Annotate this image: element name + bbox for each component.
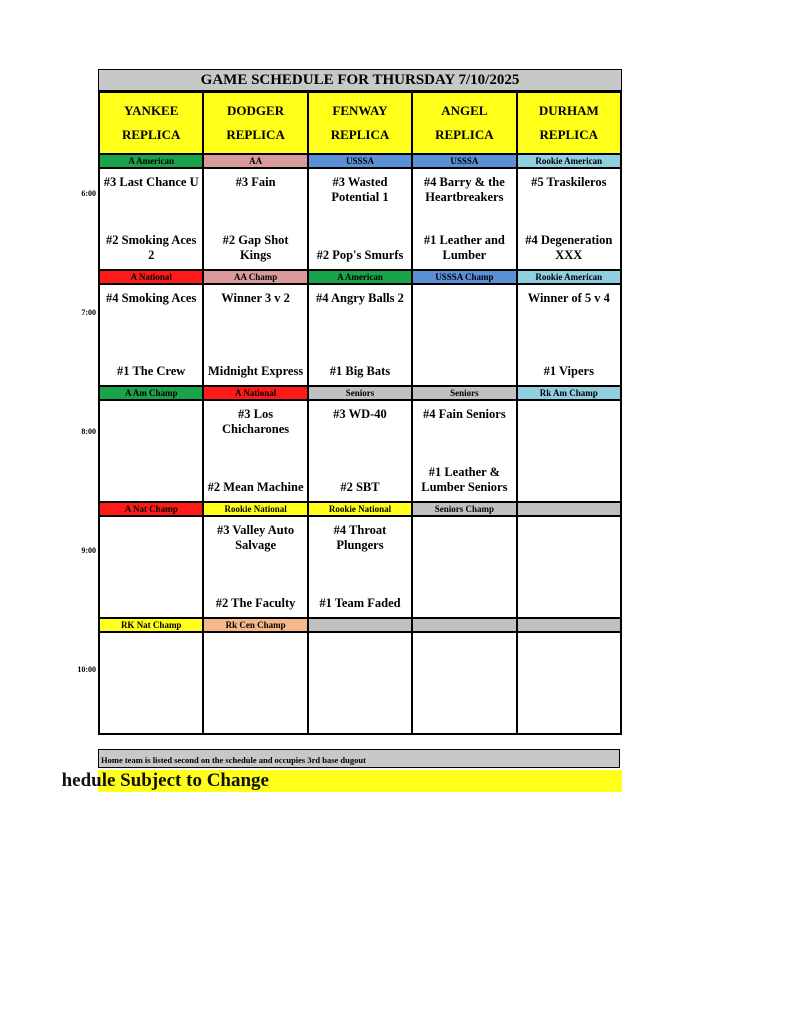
game-cell [203, 168, 307, 270]
away-team [518, 401, 620, 451]
away-team [309, 633, 411, 683]
home-team: #1 Big Bats [329, 364, 391, 378]
game-cell [99, 400, 203, 502]
home-team: #2 Smoking Aces 2 [106, 233, 197, 262]
field-name: ANGEL [441, 103, 488, 118]
game-row [99, 516, 621, 618]
home-team: #2 Mean Machine [207, 480, 304, 494]
home-team: #1 Leather & Lumber Seniors [421, 465, 508, 494]
field-name: DODGER [227, 103, 285, 118]
division-label: AA [203, 154, 307, 168]
home-team [518, 683, 620, 733]
home-team [309, 683, 411, 733]
division-label [308, 618, 412, 632]
home-team: #2 Pop's Smurfs [316, 248, 404, 262]
page-title: GAME SCHEDULE FOR THURSDAY 7/10/2025 [98, 69, 622, 91]
time-label: 9:00 [81, 546, 96, 555]
away-team: Winner 3 v 2 [221, 291, 290, 305]
field-name: YANKEE [123, 103, 179, 118]
schedule-grid [98, 91, 622, 735]
division-row [99, 154, 621, 168]
away-team: Winner of 5 v 4 [527, 291, 610, 305]
game-cell [517, 400, 621, 502]
game-cell [308, 284, 412, 386]
game-row [99, 632, 621, 734]
game-cell [203, 284, 307, 386]
division-label: RK Nat Champ [99, 618, 203, 632]
field-subtitle: REPLICA [435, 127, 494, 142]
field-header [203, 92, 307, 154]
game-cell [412, 284, 516, 386]
game-cell [412, 168, 516, 270]
away-team [100, 401, 202, 451]
division-label [517, 618, 621, 632]
division-label: Rookie American [517, 270, 621, 284]
home-team [413, 567, 515, 617]
home-team: #2 Gap Shot Kings [222, 233, 289, 262]
away-team: #4 Barry & the Heartbreakers [423, 175, 505, 204]
division-label: A American [308, 270, 412, 284]
division-label: Seniors [308, 386, 412, 400]
home-team [204, 683, 306, 733]
home-team [413, 683, 515, 733]
away-team [204, 633, 306, 683]
game-cell [99, 632, 203, 734]
division-label: USSSA Champ [412, 270, 516, 284]
time-label: 7:00 [81, 308, 96, 317]
game-cell [99, 168, 203, 270]
game-cell [99, 516, 203, 618]
away-team: #3 WD-40 [333, 407, 387, 421]
away-team: #4 Smoking Aces [106, 291, 197, 305]
away-team: #4 Angry Balls 2 [316, 291, 404, 305]
home-team: #1 Leather and Lumber [423, 233, 505, 262]
field-header [517, 92, 621, 154]
away-team: #3 Last Chance U [103, 175, 199, 189]
game-row [99, 168, 621, 270]
game-cell [308, 400, 412, 502]
time-label: 6:00 [81, 189, 96, 198]
field-header [412, 92, 516, 154]
game-cell [412, 632, 516, 734]
field-name: DURHAM [538, 103, 599, 118]
time-label: 8:00 [81, 427, 96, 436]
division-label: Seniors Champ [412, 502, 516, 516]
game-cell [308, 516, 412, 618]
division-label: Rookie National [203, 502, 307, 516]
home-team [100, 451, 202, 501]
division-label: A Nat Champ [99, 502, 203, 516]
home-team [518, 567, 620, 617]
home-team: Midnight Express [207, 364, 304, 378]
away-team [518, 633, 620, 683]
division-row [99, 270, 621, 284]
footnote: Home team is listed second on the schedule and occupies 3rd base dugout [98, 749, 620, 768]
game-cell [203, 632, 307, 734]
field-subtitle: REPLICA [539, 127, 599, 142]
home-team: #1 The Crew [117, 364, 186, 378]
division-label: A American [99, 154, 203, 168]
division-label: Seniors [412, 386, 516, 400]
game-cell [517, 632, 621, 734]
away-team: #5 Traskileros [531, 175, 607, 189]
change-banner-text: hedule Subject to Change [61, 770, 269, 791]
away-team [413, 517, 515, 567]
field-header [99, 92, 203, 154]
game-cell [99, 284, 203, 386]
division-label: AA Champ [203, 270, 307, 284]
field-subtitle: REPLICA [226, 127, 285, 142]
away-team [518, 517, 620, 567]
division-label: A National [99, 270, 203, 284]
change-banner [61, 770, 622, 792]
away-team: #3 Valley Auto Salvage [217, 523, 295, 552]
game-cell [412, 400, 516, 502]
division-label: Rk Am Champ [517, 386, 621, 400]
game-cell [308, 632, 412, 734]
field-subtitle: REPLICA [121, 127, 181, 142]
away-team: #3 Fain [235, 175, 276, 189]
division-label: Rookie American [517, 154, 621, 168]
field-subtitle: REPLICA [330, 127, 390, 142]
home-team: #2 The Faculty [215, 596, 296, 610]
game-row [99, 284, 621, 386]
division-row [99, 618, 621, 632]
away-team: #4 Fain Seniors [423, 407, 506, 421]
away-team [413, 633, 515, 683]
game-cell [412, 516, 516, 618]
field-name: FENWAY [332, 103, 388, 118]
division-label: Rookie National [308, 502, 412, 516]
away-team: #3 Los Chicharones [222, 407, 290, 436]
away-team: #3 Wasted Potential 1 [331, 175, 389, 204]
division-label: USSSA [412, 154, 516, 168]
game-cell [517, 516, 621, 618]
division-label [517, 502, 621, 516]
division-label: Rk Cen Champ [203, 618, 307, 632]
home-team: #1 Team Faded [319, 596, 401, 610]
home-team [100, 567, 202, 617]
home-team [518, 451, 620, 501]
field-header-row [99, 92, 621, 154]
home-team [413, 335, 515, 385]
division-label: USSSA [308, 154, 412, 168]
division-label: A Am Champ [99, 386, 203, 400]
game-cell [517, 284, 621, 386]
game-cell [517, 168, 621, 270]
home-team [100, 683, 202, 733]
field-header [308, 92, 412, 154]
away-team [413, 285, 515, 335]
division-row [99, 386, 621, 400]
away-team [100, 633, 202, 683]
division-label: A National [203, 386, 307, 400]
home-team: #2 SBT [340, 480, 380, 494]
away-team [100, 517, 202, 567]
game-cell [203, 516, 307, 618]
game-row [99, 400, 621, 502]
home-team: #4 Degeneration XXX [525, 233, 613, 262]
away-team: #4 Throat Plungers [333, 523, 387, 552]
game-cell [203, 400, 307, 502]
home-team: #1 Vipers [543, 364, 594, 378]
game-cell [308, 168, 412, 270]
division-label [412, 618, 516, 632]
time-label: 10:00 [77, 665, 96, 674]
division-row [99, 502, 621, 516]
